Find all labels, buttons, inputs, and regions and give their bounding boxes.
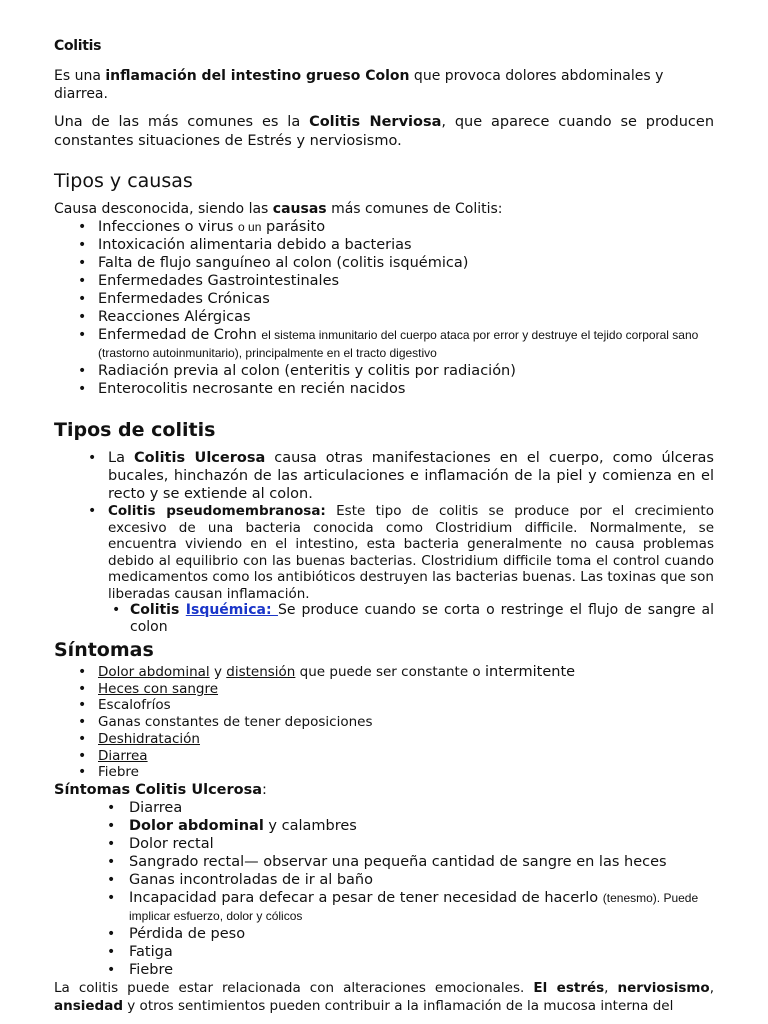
causes-lead [54, 200, 714, 218]
symptom-link[interactable]: Heces con sangre [98, 680, 219, 697]
list-item [98, 664, 714, 681]
causes-list [54, 218, 714, 398]
text: Falta de flujo sanguíneo al colon (colitis isquémica) [98, 255, 469, 271]
bold-text: Colitis Ulcerosa [134, 450, 266, 466]
text: causa otras manifestaciones en el cuerpo, como úlceras bucales, hinchazón de las articulaciones e inflamación de la piel y comienza en el recto y se extiende al colon. [108, 450, 714, 502]
text: Escalofríos [98, 697, 171, 714]
heading-tipos-colitis: Tipos de colitis [54, 419, 216, 441]
bold-text: Dolor abdominal [129, 817, 264, 834]
list-item [129, 799, 714, 817]
text: Ganas incontroladas de ir al baño [129, 871, 373, 888]
bold-text: Colitis pseudomembranosa: [108, 503, 326, 519]
heading-tipos-causas: Tipos y causas [54, 170, 193, 192]
bold-text: Colitis [130, 602, 186, 618]
text: que provoca dolores abdominales y diarrea. [54, 68, 664, 102]
colitis-types-list [54, 449, 714, 636]
list-item-pseudomembranosa [108, 503, 714, 636]
text: Sangrado rectal— observar una pequeña cantidad de sangre en las heces [129, 853, 667, 870]
text: Se produce cuando se corta o restringe el flujo de sangre al colon [130, 602, 714, 635]
text: más comunes de Colitis: [326, 201, 503, 217]
list-item [98, 697, 714, 714]
list-item [129, 889, 714, 925]
text: Pérdida de peso [129, 925, 246, 942]
list-item [129, 817, 714, 835]
heading-sintomas: Síntomas [54, 639, 154, 661]
list-item [129, 961, 714, 979]
bold-text: Colitis Nerviosa [309, 114, 442, 130]
small-text: o un [238, 220, 262, 234]
text: La [108, 450, 134, 466]
colitis-subtypes-list [108, 602, 714, 636]
small-text: (tenesmo). Puede implicar esfuerzo, dolor y cólicos [129, 890, 699, 923]
small-text: el sistema inmunitario del cuerpo ataca por error y destruye el tejido corporal sano (trastorno autoinmunitario), principalmente en el tracto digestivo [98, 328, 699, 360]
list-item [98, 681, 714, 698]
document-title: Colitis [54, 38, 102, 54]
symptom-link[interactable]: Deshidratación [98, 730, 200, 747]
list-item [98, 236, 714, 254]
text: Es una [54, 68, 106, 84]
ulcerosa-symptoms-heading [54, 781, 714, 799]
text: Intoxicación alimentaria debido a bacterias [98, 237, 412, 253]
text: Dolor rectal [129, 835, 214, 852]
symptom-link[interactable]: Diarrea [98, 747, 148, 764]
list-item [98, 714, 714, 731]
text: , que aparece cuando se producen constantes situaciones de Estrés y nerviosismo. [54, 114, 715, 149]
list-item [98, 731, 714, 748]
intro-paragraph-2 [54, 113, 714, 151]
list-item [129, 925, 714, 943]
text: Una de las más comunes es la [54, 114, 310, 130]
list-item [98, 272, 714, 290]
list-item-isquemica [130, 602, 714, 636]
text: que puede ser constante o [295, 664, 485, 680]
list-item [129, 853, 714, 871]
text: Ganas constantes de tener deposiciones [98, 714, 373, 731]
intro-paragraph-1 [54, 67, 714, 103]
list-item [129, 871, 714, 889]
list-item [129, 943, 714, 961]
text: Enfermedades Crónicas [98, 291, 270, 307]
bold-text: causas [272, 201, 327, 217]
closing-paragraph [54, 979, 714, 1015]
bold-text: El estrés [533, 979, 605, 996]
text: Reacciones Alérgicas [98, 309, 251, 325]
text: : [262, 781, 267, 798]
bold-text: nerviosismo [617, 979, 710, 996]
list-item [98, 362, 714, 380]
bold-text: Síntomas Colitis Ulcerosa [54, 781, 263, 798]
ulcerosa-symptoms-list [54, 799, 714, 979]
text: Fatiga [129, 943, 173, 960]
list-item-ulcerosa [108, 449, 714, 503]
text: Radiación previa al colon (enteritis y colitis por radiación) [98, 363, 516, 379]
list-item [98, 764, 714, 781]
list-item [98, 254, 714, 272]
text: Causa desconocida, siendo las [54, 201, 273, 217]
text: Fiebre [129, 961, 174, 978]
bold-text: ansiedad [54, 997, 123, 1014]
list-item [98, 308, 714, 326]
text: Incapacidad para defecar a pesar de tener necesidad de hacerlo [129, 889, 603, 906]
text: intermitente [485, 664, 576, 680]
list-item [98, 326, 714, 362]
list-item [98, 380, 714, 398]
list-item [98, 748, 714, 765]
list-item [129, 835, 714, 853]
list-item [98, 290, 714, 308]
text: Enterocolitis necrosante en recién nacidos [98, 381, 406, 397]
text: Fiebre [98, 764, 139, 781]
bold-text: inflamación del intestino grueso Colon [105, 68, 410, 84]
dolor-abdominal-link[interactable]: Dolor abdominal [98, 664, 210, 680]
text: y calambres [263, 817, 357, 834]
text: y [209, 664, 227, 680]
text: Enfermedad de Crohn [98, 327, 262, 343]
symptoms-list [54, 664, 714, 781]
text: Infecciones o virus [98, 219, 239, 235]
isquemica-link[interactable]: Isquémica: [185, 602, 278, 618]
text: , [709, 979, 714, 996]
text: y otros sentimientos pueden contribuir a la inflamación de la mucosa interna del [122, 997, 674, 1014]
text: , [604, 979, 618, 996]
text: Este tipo de colitis se produce por el crecimiento excesivo de una bacteria conocida como Clostridium difficile. Normalmente, se encuentra viviendo en el intestino, esta bacteria generalmente no causa problemas debido al equilibrio con las buenas bacterias. Clostridium difficile toma el control cuando medicamentos como los antibióticos destruyen las bacterias buenas. Las toxinas que son liberadas causan inflamación. [108, 503, 714, 602]
list-item [98, 218, 714, 236]
text: La colitis puede estar relacionada con alteraciones emocionales. [54, 979, 534, 996]
text: Enfermedades Gastrointestinales [98, 273, 340, 289]
distension-link[interactable]: distensión [226, 664, 296, 680]
text: Diarrea [129, 799, 183, 816]
text: parásito [261, 219, 326, 235]
